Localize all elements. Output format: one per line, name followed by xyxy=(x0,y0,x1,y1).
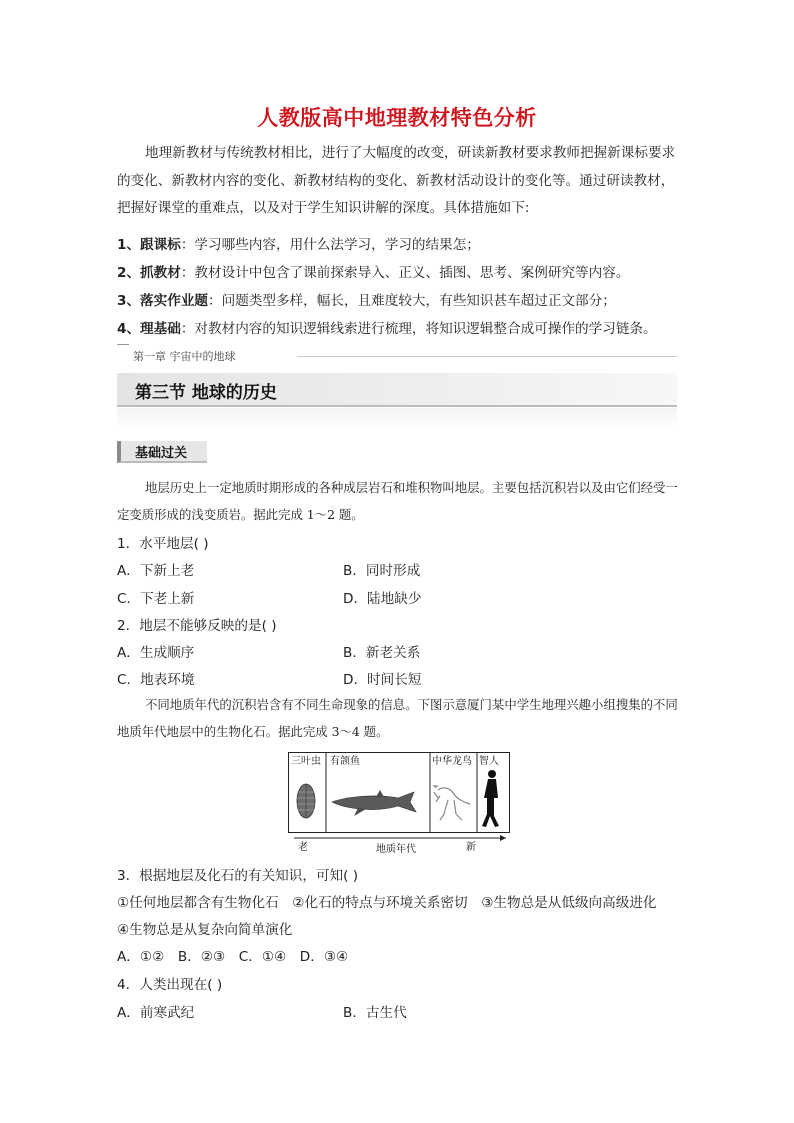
section-fade xyxy=(117,408,677,430)
q2-option-d: D．时间长短 xyxy=(343,672,422,688)
figure-frame xyxy=(289,753,510,833)
passage-2: 不同地质年代的沉积岩含有不同生命现象的信息。下图示意厦门某中学生地理兴趣小组搜集的不同地质年代地层中的生物化石。据此完成 3～4 题。 xyxy=(117,697,678,739)
intro-paragraph: 地理新教材与传统教材相比，进行了大幅度的改变，研读新教材要求教师把握新课标要求的变化、新教材内容的变化、新教材结构的变化、新教材活动设计的变化等。通过研读教材，把握好课堂的重难点，以及对于学生知识讲解的深度。具体措施如下: xyxy=(117,145,676,216)
q4-stem: 4．人类出现在( ) xyxy=(117,977,223,993)
measure-2-label: 2、抓教材 xyxy=(117,265,181,281)
axis-new-label: 新 xyxy=(466,842,476,853)
measure-3 xyxy=(117,289,697,309)
section-title: 第三节 地球的历史 xyxy=(135,383,277,403)
section-bar xyxy=(117,373,677,407)
measure-2 xyxy=(117,261,697,281)
q1-option-b: B．同时形成 xyxy=(343,563,421,579)
chapter-rule-right xyxy=(297,356,677,357)
measure-1-text: ：学习哪些内容，用什么法学习，学习的结果怎； xyxy=(180,237,480,253)
measure-1-label: 1、跟课标 xyxy=(117,237,181,253)
q1-option-a: A．下新上老 xyxy=(117,563,195,579)
axis-old-label: 老 xyxy=(298,842,308,853)
q1-option-c: C．下老上新 xyxy=(117,591,195,607)
measure-4-label: 4、理基础 xyxy=(117,321,181,337)
passage-1: 地层历史上一定地质时期形成的各种成层岩石和堆积物叫地层。主要包括沉积岩以及由它们经受一定变质形成的浅变质岩。据此完成 1～2 题。 xyxy=(117,480,678,522)
axis-arrow-icon xyxy=(500,835,506,841)
q2-option-b: B．新老关系 xyxy=(343,645,421,661)
q1-option-d: D．陆地缺少 xyxy=(343,591,422,607)
chapter-rule xyxy=(117,344,129,345)
q2-option-c: C．地表环境 xyxy=(117,672,195,688)
label-jawed-fish: 有颌鱼 xyxy=(330,756,360,767)
measure-2-text: ：教材设计中包含了课前探索导入、正义、插图、思考、案例研究等内容。 xyxy=(180,265,630,281)
q3-statements-line1: ①任何地层都含有生物化石 ②化石的特点与环境关系密切 ③生物总是从低级向高级进化 xyxy=(117,895,657,911)
trilobite-icon xyxy=(297,784,315,818)
label-sinosauropteryx: 中华龙鸟 xyxy=(432,756,472,767)
q3-options: A．①② B．②③ C．①④ D．③④ xyxy=(117,949,349,965)
chapter-label: 第一章 宇宙中的地球 xyxy=(133,350,236,363)
axis-title: 地质年代 xyxy=(376,844,416,854)
q3-statements-line2: ④生物总是从复杂向简单演化 xyxy=(117,922,293,938)
measure-3-text: ：问题类型多样，幅长，且难度较大，有些知识甚车超过正文部分； xyxy=(208,293,616,309)
basic-badge xyxy=(117,441,207,463)
q1-stem: 1．水平地层( ) xyxy=(117,536,209,552)
measure-3-label: 3、落实作业题 xyxy=(117,293,209,309)
measure-1 xyxy=(117,233,697,253)
label-trilobite: 三叶虫 xyxy=(291,756,321,767)
q2-stem: 2．地层不能够反映的是( ) xyxy=(117,618,277,634)
q3-stem: 3．根据地层及化石的有关知识，可知( ) xyxy=(117,868,359,884)
q4-option-a: A．前寒武纪 xyxy=(117,1005,195,1021)
chapter-banner xyxy=(117,342,677,432)
measure-4 xyxy=(117,317,697,337)
measure-4-text: ：对教材内容的知识逻辑线索进行梳理，将知识逻辑整合成可操作的学习链条。 xyxy=(180,321,657,337)
page-title: 人教版高中地理教材特色分析 xyxy=(257,106,537,130)
badge-label: 基础过关 xyxy=(135,446,188,461)
q4-option-b: B．古生代 xyxy=(343,1005,407,1021)
fossil-figure xyxy=(288,752,510,854)
label-homo-sapiens: 智人 xyxy=(479,756,499,767)
q2-option-a: A．生成顺序 xyxy=(117,645,195,661)
